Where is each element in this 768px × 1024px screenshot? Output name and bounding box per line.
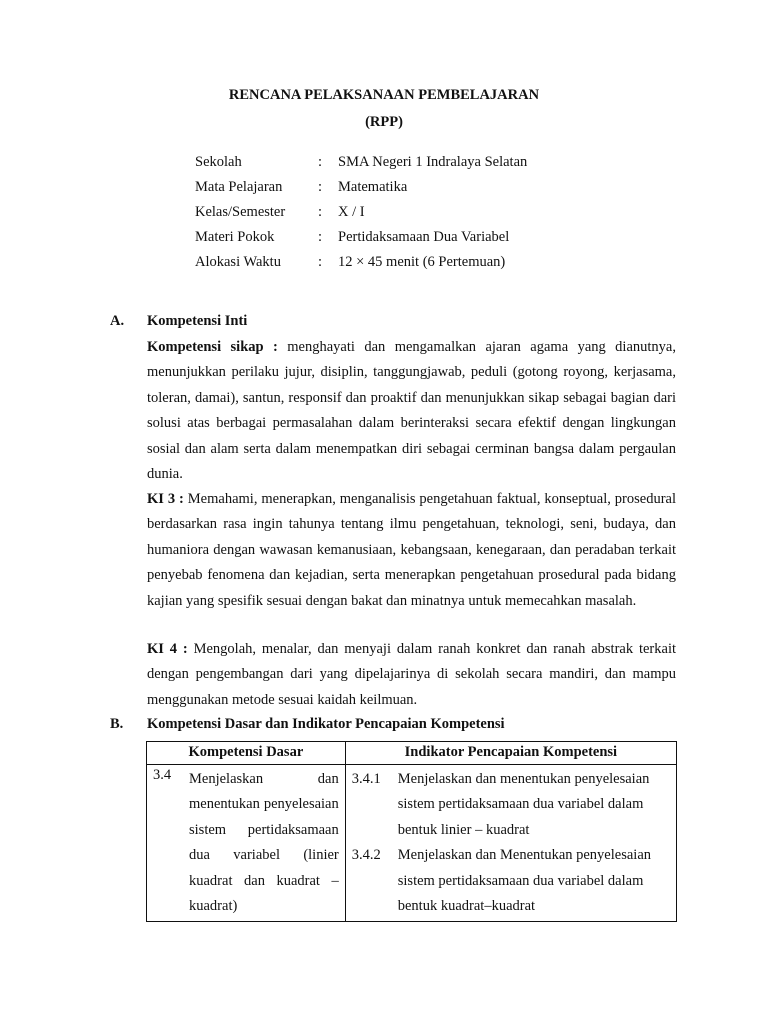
info-label: Sekolah — [195, 154, 242, 170]
info-colon: : — [318, 254, 323, 270]
table-header-row — [147, 742, 677, 765]
info-row-topic — [195, 225, 615, 250]
ki-sikap-paragraph — [147, 335, 676, 487]
kd-cell — [147, 765, 346, 922]
competency-table — [146, 741, 677, 922]
info-label: Materi Pokok — [195, 229, 275, 245]
ki-sikap-text: menghayati dan mengamalkan ajaran agama yang dianutnya, menunjukkan perilaku jujur, disiplin, tanggungjawab, peduli (gotong royong, kerjasama, toleran, damai), santun, responsif dan proaktif dan menunjukkan sikap sebagai bagian dari solusi atas berbagai permasalahan dalam berinteraksi secara efektif dengan lingkungan sosial dan alam serta dalam menempatkan diri sebagai cerminan bangsa dalam pergaulan dunia. — [147, 339, 676, 483]
info-row-school — [195, 150, 615, 175]
info-label: Kelas/Semester — [195, 204, 286, 220]
header-indicator: Indikator Pencapaian Kompetensi — [345, 742, 676, 765]
info-colon: : — [318, 154, 323, 170]
info-label: Alokasi Waktu — [195, 254, 281, 270]
document-subtitle: (RPP) — [365, 114, 403, 130]
section-b-letter: B. — [110, 716, 124, 732]
ki4-paragraph — [147, 637, 676, 713]
ki3-paragraph — [147, 487, 676, 614]
ki3-label: KI 3 : — [147, 491, 184, 507]
info-value: X / I — [338, 204, 365, 220]
indicator-cell — [345, 765, 676, 922]
indicator-item — [346, 843, 676, 919]
document-title: RENCANA PELAKSANAAN PEMBELAJARAN — [228, 87, 540, 103]
info-value: Pertidaksamaan Dua Variabel — [338, 229, 510, 245]
ki4-label: KI 4 : — [147, 641, 188, 657]
info-colon: : — [318, 204, 323, 220]
indicator-number: 3.4.2 — [351, 847, 381, 864]
info-value: SMA Negeri 1 Indralaya Selatan — [338, 154, 528, 170]
kd-number: 3.4 — [153, 767, 172, 783]
info-row-class — [195, 200, 615, 225]
section-a-title: Kompetensi Inti — [147, 313, 248, 329]
info-colon: : — [318, 179, 323, 195]
indicator-text: Menjelaskan dan Menentukan penyelesaian sistem pertidaksamaan dua variabel dalam bentuk kuadrat–kuadrat — [397, 847, 652, 915]
indicator-item — [346, 767, 676, 843]
kd-text: Menjelaskan dan menentukan penyelesaian sistem pertidaksamaan dua variabel (linier kuadrat dan kuadrat – kuadrat) — [189, 771, 339, 915]
header-kd: Kompetensi Dasar — [147, 742, 346, 765]
table-row — [147, 765, 677, 922]
info-value: 12 × 45 menit (6 Pertemuan) — [338, 254, 506, 270]
info-colon: : — [318, 229, 323, 245]
indicator-text: Menjelaskan dan menentukan penyelesaian sistem pertidaksamaan dua variabel dalam bentuk linier – kuadrat — [397, 771, 650, 838]
ki3-text: Memahami, menerapkan, menganalisis pengetahuan faktual, konseptual, prosedural berdasarkan rasa ingin tahunya tentang ilmu pengetahuan, teknologi, seni, budaya, dan humaniora dengan wawasan kemanusiaan, kebangsaan, kenegaraan, dan peradaban terkait penyebab fenomena dan kejadian, serta menerapkan pengetahuan prosedural pada bidang kajian yang spesifik sesuai dengan bakat dan minatnya untuk memecahkan masalah. — [147, 491, 676, 609]
section-a-letter: A. — [110, 313, 125, 329]
info-value: Matematika — [338, 179, 408, 195]
section-b-title: Kompetensi Dasar dan Indikator Pencapaian Kompetensi — [147, 716, 505, 732]
info-row-time — [195, 250, 615, 275]
ki-sikap-label: Kompetensi sikap : — [147, 339, 278, 355]
info-label: Mata Pelajaran — [195, 179, 283, 195]
identity-info — [195, 150, 615, 275]
ki4-text: Mengolah, menalar, dan menyaji dalam ranah konkret dan ranah abstrak terkait dengan pengembangan dari yang dipelajarinya di sekolah secara mandiri, dan mampu menggunakan metode sesuai kaidah keilmuan. — [147, 641, 677, 708]
info-row-subject — [195, 175, 615, 200]
indicator-number: 3.4.1 — [351, 771, 381, 787]
